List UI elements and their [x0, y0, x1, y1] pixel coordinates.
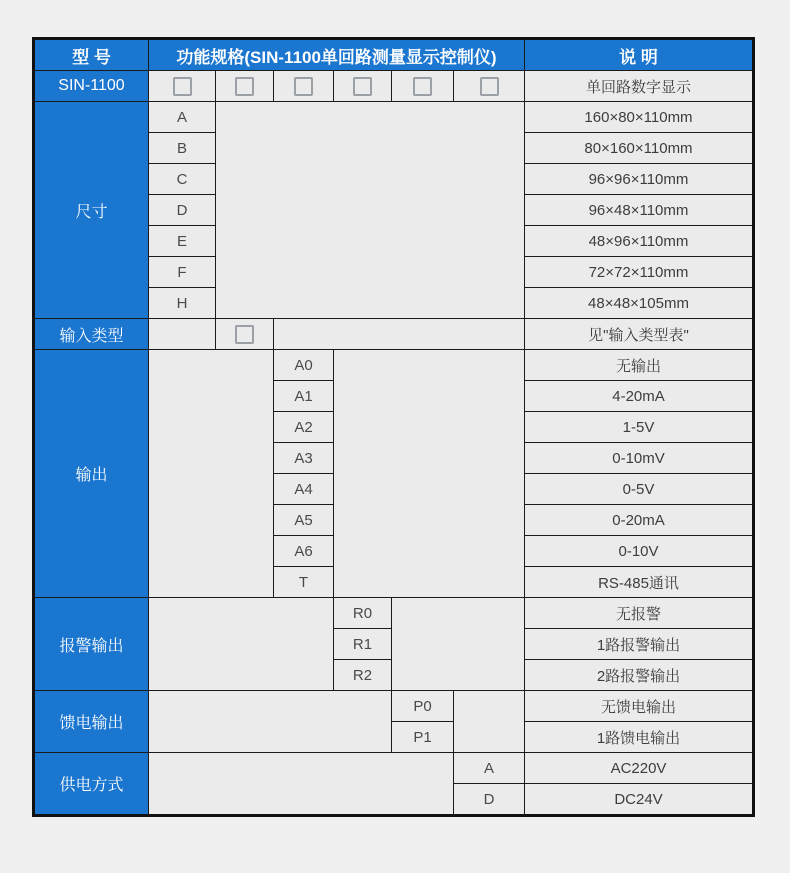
section-label-output: 输出: [34, 350, 149, 598]
checkbox-cell: [454, 71, 525, 102]
output-code-cell: A2: [274, 412, 334, 443]
empty-cell: [454, 691, 525, 753]
output-code-cell: A3: [274, 443, 334, 474]
alarm-code-cell: R0: [334, 598, 392, 629]
spec-table: [32, 37, 755, 817]
output-desc-cell: 0-20mA: [525, 505, 754, 536]
checkbox-icon[interactable]: [480, 77, 499, 96]
size-code-cell: F: [149, 257, 216, 288]
output-code-cell: A0: [274, 350, 334, 381]
size-desc-cell: 48×48×105mm: [525, 288, 754, 319]
empty-cell: [392, 598, 525, 691]
section-label-size: 尺寸: [34, 102, 149, 319]
checkbox-cell: [216, 319, 274, 350]
checkbox-icon[interactable]: [173, 77, 192, 96]
output-code-cell: A6: [274, 536, 334, 567]
output-desc-cell: 0-10V: [525, 536, 754, 567]
output-desc-cell: RS-485通讯: [525, 567, 754, 598]
size-code-cell: A: [149, 102, 216, 133]
checkbox-icon[interactable]: [353, 77, 372, 96]
empty-cell: [149, 691, 392, 753]
checkbox-cell: [334, 71, 392, 102]
output-code-cell: T: [274, 567, 334, 598]
model-row: [34, 71, 754, 102]
header-spec: 功能规格(SIN-1100单回路测量显示控制仪): [149, 39, 525, 71]
size-code-cell: B: [149, 133, 216, 164]
checkbox-icon[interactable]: [294, 77, 313, 96]
checkbox-cell: [216, 71, 274, 102]
alarm-desc-cell: 2路报警输出: [525, 660, 754, 691]
size-code-cell: D: [149, 195, 216, 226]
section-label-alarm: 报警输出: [34, 598, 149, 691]
output-desc-cell: 无输出: [525, 350, 754, 381]
checkbox-icon[interactable]: [413, 77, 432, 96]
output-code-cell: A1: [274, 381, 334, 412]
size-code-cell: C: [149, 164, 216, 195]
section-label-input-type: 输入类型: [34, 319, 149, 350]
header-row: [34, 39, 754, 71]
size-desc-cell: 96×96×110mm: [525, 164, 754, 195]
header-desc: 说 明: [525, 39, 754, 71]
input-type-desc-cell: 见"输入类型表": [525, 319, 754, 350]
alarm-desc-cell: 无报警: [525, 598, 754, 629]
output-code-cell: A5: [274, 505, 334, 536]
power-desc-cell: AC220V: [525, 753, 754, 784]
alarm-code-cell: R2: [334, 660, 392, 691]
empty-cell: [149, 753, 454, 816]
model-cell: SIN-1100: [34, 71, 149, 102]
power-desc-cell: DC24V: [525, 784, 754, 816]
size-code-cell: H: [149, 288, 216, 319]
size-code-cell: E: [149, 226, 216, 257]
alarm-desc-cell: 1路报警输出: [525, 629, 754, 660]
section-label-power: 供电方式: [34, 753, 149, 816]
table-row: [34, 102, 754, 133]
empty-cell: [149, 319, 216, 350]
output-desc-cell: 0-5V: [525, 474, 754, 505]
table-row: [34, 753, 754, 784]
feed-desc-cell: 1路馈电输出: [525, 722, 754, 753]
checkbox-cell: [392, 71, 454, 102]
empty-cell: [149, 350, 274, 598]
table-row: [34, 691, 754, 722]
power-code-cell: A: [454, 753, 525, 784]
size-desc-cell: 48×96×110mm: [525, 226, 754, 257]
empty-cell: [216, 102, 525, 319]
output-desc-cell: 1-5V: [525, 412, 754, 443]
table-row: [34, 350, 754, 381]
power-code-cell: D: [454, 784, 525, 816]
size-desc-cell: 160×80×110mm: [525, 102, 754, 133]
feed-desc-cell: 无馈电输出: [525, 691, 754, 722]
feed-code-cell: P1: [392, 722, 454, 753]
empty-cell: [334, 350, 525, 598]
checkbox-icon[interactable]: [235, 325, 254, 344]
model-desc-cell: 单回路数字显示: [525, 71, 754, 102]
table-row: [34, 319, 754, 350]
size-desc-cell: 80×160×110mm: [525, 133, 754, 164]
feed-code-cell: P0: [392, 691, 454, 722]
size-desc-cell: 96×48×110mm: [525, 195, 754, 226]
output-desc-cell: 4-20mA: [525, 381, 754, 412]
checkbox-cell: [149, 71, 216, 102]
empty-cell: [149, 598, 334, 691]
empty-cell: [274, 319, 525, 350]
output-desc-cell: 0-10mV: [525, 443, 754, 474]
table-row: [34, 598, 754, 629]
checkbox-cell: [274, 71, 334, 102]
header-model: 型 号: [34, 39, 149, 71]
size-desc-cell: 72×72×110mm: [525, 257, 754, 288]
section-label-feed: 馈电输出: [34, 691, 149, 753]
alarm-code-cell: R1: [334, 629, 392, 660]
checkbox-icon[interactable]: [235, 77, 254, 96]
output-code-cell: A4: [274, 474, 334, 505]
